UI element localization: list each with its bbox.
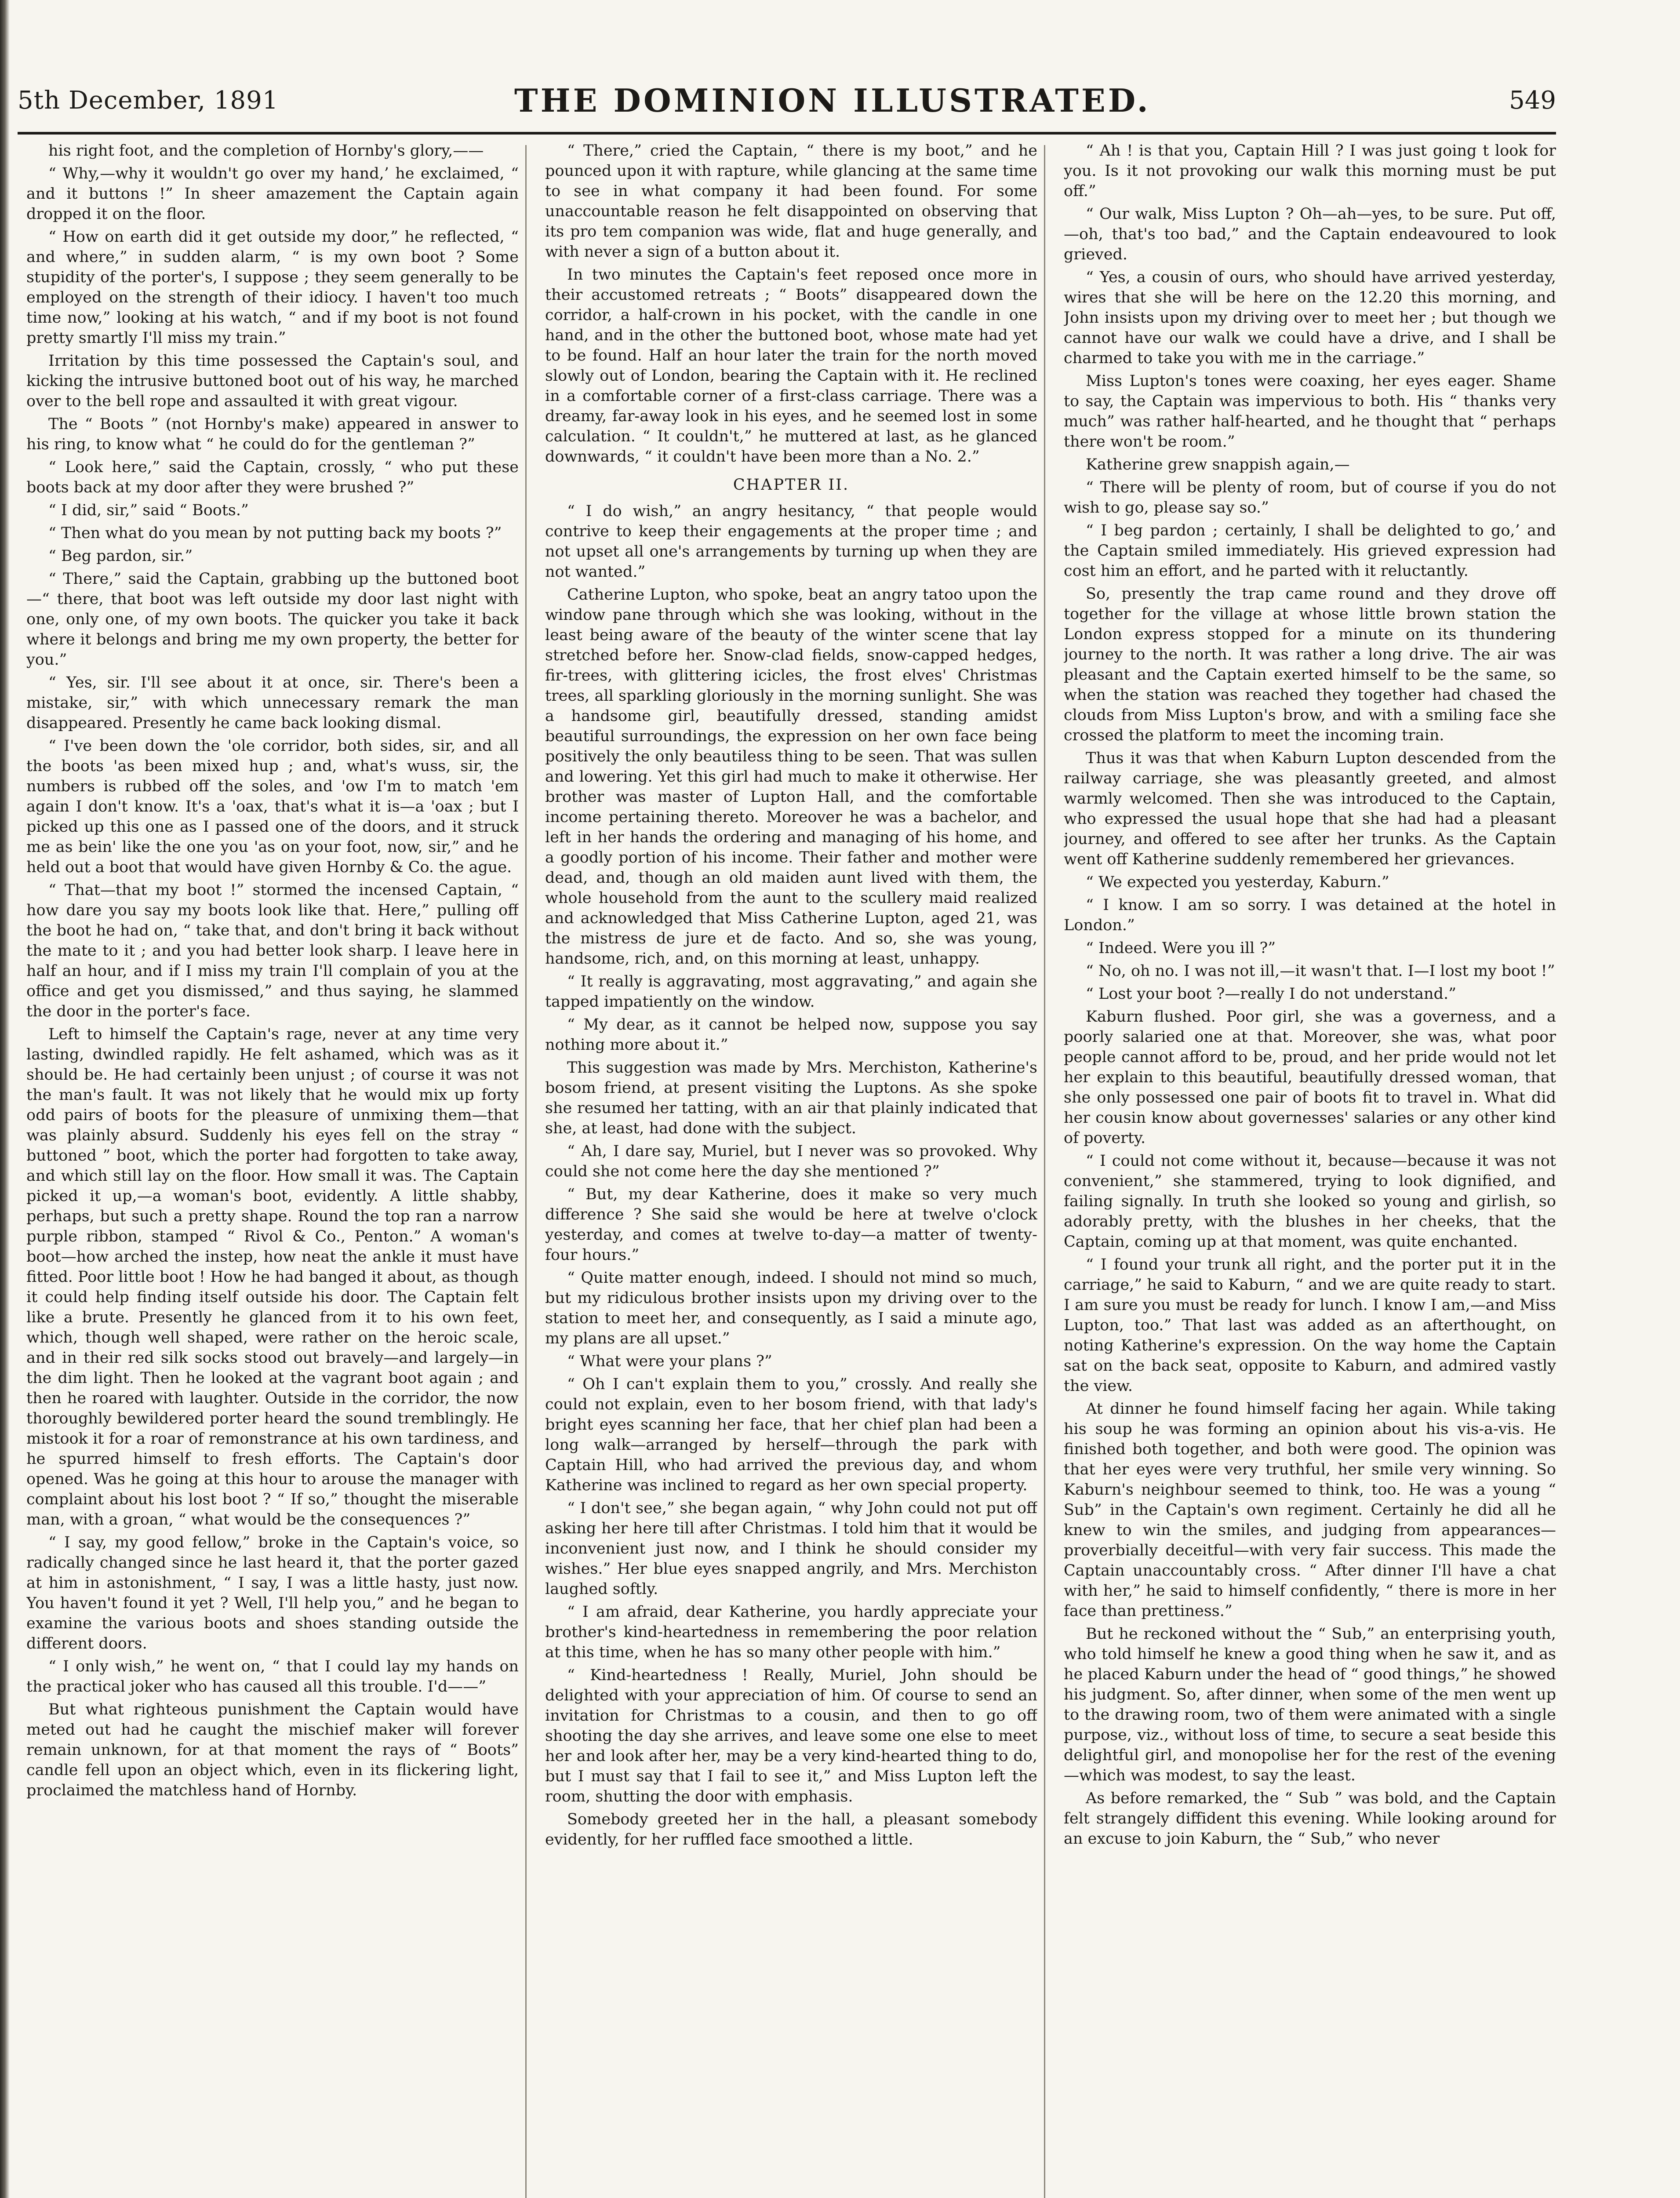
article-paragraph: “ I say, my good fellow,” broke in the Captain's voice, so radically changed since he last heard it, that the porter gazed at him in astonishment, “ I say, I was a little hasty, just now. You haven't found it yet ? Well, I'll help you,” and he began to examine the various boots and shoes standing outside the different doors.: [26, 1534, 519, 1652]
article-paragraph: “ Beg pardon, sir.”: [48, 547, 193, 565]
article-paragraph: But he reckoned without the “ Sub,” an enterprising youth, who told himself he knew a good thing when he saw it, and as he placed Kaburn under the head of “ good things,” he showed his judgment. So, after dinner, when some of the men went up to the drawing room, two of them were animated with a single purpose, viz., without loss of time, to secure a seat beside this delightful girl, and monopolise her for the rest of the evening—which was modest, to say the least.: [1064, 1625, 1556, 1784]
article-paragraph: “ No, oh no. I was not ill,—it wasn't that. I—I lost my boot !”: [1086, 962, 1555, 980]
article-paragraph: “ There,” cried the Captain, “ there is my boot,” and he pounced upon it with rapture, while glancing at the same time to see in what company it had been found. For some unaccountable reason he felt disappointed on observing that its pro tem companion was wide, flat and huge generally, and with never a sign of a button about it.: [545, 142, 1037, 261]
article-paragraph: Left to himself the Captain's rage, never at any time very lasting, dwindled rapidly. He felt ashamed, which was as it should be. He had certainly been unjust ; of course it was not the man's fault. It was not likely that he would mix up forty odd pairs of boots for the pleasure of unmixing them—that was plainly absurd. Suddenly his eyes fell on the stray “ buttoned ” boot, which the porter had forgotten to take away, and which still lay on the floor. How small it was. The Captain picked it up,—a woman's boot, evidently. A little shabby, perhaps, but such a pretty shape. Round the top ran a narrow purple ribbon, stamped “ Rivol & Co., Penton.” A woman's boot—how arched the instep, how neat the ankle it must have fitted. Poor little boot ! How he had banged it about, as though it could help finding itself outside his door. The Captain felt like a brute. Presently he glanced from it to his own feet, which, though well shaped, were rather on the heroic scale, and in their red silk socks stood out bravely—and largely—in the dim light. Then he looked at the vagrant boot again ; and then he roared with laughter. Outside in the corridor, the now thoroughly bewildered porter heard the sound tremblingly. He mistook it for a roar of remonstrance at his own tardiness, and he spurred himself to fresh efforts. The Captain's door opened. Was he going at this hour to arouse the manager with complaint about his lost boot ? “ If so,” thought the miserable man, with a groan, “ what would be the consequences ?”: [26, 1026, 519, 1528]
article-paragraph: “ I found your trunk all right, and the porter put it in the carriage,” he said to Kaburn, “ and we are quite ready to start. I am sure you must be ready for lunch. I know I am,—and Miss Lupton, too.” That last was added as an afterthought, on noting Katherine's expression. On the way home the Captain sat on the back seat, opposite to Kaburn, and admired vastly the view.: [1064, 1256, 1556, 1395]
column-3-body: [1064, 141, 1556, 1849]
article-paragraph: Somebody greeted her in the hall, a pleasant somebody evidently, for her ruffled face smoothed a little.: [545, 1811, 1037, 1849]
article-paragraph: “ Our walk, Miss Lupton ? Oh—ah—yes, to be sure. Put off,—oh, that's too bad,” and the Captain endeavoured to look grieved.: [1064, 205, 1556, 263]
article-paragraph: Catherine Lupton, who spoke, beat an angry tatoo upon the window pane through which she was looking, without in the least being aware of the beauty of the winter scene that lay stretched before her. Snow-clad fields, snow-capped hedges, fir-trees, with glittering icicles, the frost elves' Christmas trees, all sparkling gloriously in the morning sunlight. She was a handsome girl, beautifully dressed, standing amidst beautiful surroundings, the expression on her own face being positively the only beautiless thing to be seen. That was sullen and lowering. Yet this girl had much to make it otherwise. Her brother was master of Lupton Hall, and the comfortable income pertaining thereto. Moreover he was a bachelor, and left in her hands the ordering and managing of his home, and a goodly portion of his income. Their father and mother were dead, and, though an old maiden aunt lived with them, the whole household from the aunt to the scullery maid realized and acknowledged that Miss Catherine Lupton, aged 21, was the mistress de jure et de facto. And so, she was young, handsome, rich, and, on this morning at least, unhappy.: [545, 586, 1037, 968]
article-paragraph: “ It really is aggravating, most aggravating,” and again she tapped impatiently on the window.: [545, 973, 1037, 1011]
article-paragraph: “ Yes, a cousin of ours, who should have arrived yesterday, wires that she will be here on the 12.20 this morning, and John insists upon my driving over to meet her ; but though we cannot have our walk we could have a drive, and I shall be charmed to take you with me in the carriage.”: [1064, 269, 1556, 367]
article-paragraph: “ I know. I am so sorry. I was detained at the hotel in London.”: [1064, 896, 1556, 934]
column-2-body: [545, 141, 1037, 467]
article-paragraph: “ I've been down the 'ole corridor, both sides, sir, and all the boots 'as been mixed hup ; and, what's wuss, sir, the numbers is rubbed off the soles, and 'ow I'm to match 'em again I don't know. It's a 'oax, that's what it is—a 'oax ; but I picked up this one as I passed one of the doors, and it struck me as bein' like the one you 'as on your foot, now, sir,” and he held out a boot that would have given Hornby & Co. the ague.: [26, 737, 519, 876]
column-2: [545, 141, 1037, 2198]
article-paragraph: This suggestion was made by Mrs. Merchiston, Katherine's bosom friend, at present visiting the Luptons. As she spoke she resumed her tatting, with an air that plainly indicated that she, at least, had done with the subject.: [545, 1059, 1037, 1137]
column-1: [26, 141, 519, 2198]
article-paragraph: “ Ah, I dare say, Muriel, but I never was so provoked. Why could she not come here the day she mentioned ?”: [545, 1143, 1037, 1180]
article-paragraph: Miss Lupton's tones were coaxing, her eyes eager. Shame to say, the Captain was impervious to both. His “ thanks very much” was rather half-hearted, and he thought that “ perhaps there won't be room.”: [1064, 372, 1556, 451]
article-paragraph: “ I did, sir,” said “ Boots.”: [48, 502, 249, 519]
article-paragraph: “ Indeed. Were you ill ?”: [1086, 939, 1276, 957]
article-paragraph: “ I could not come without it, because—because it was not convenient,” she stammered, trying to look dignified, and failing signally. In truth she looked so young and girlish, so adorably pretty, with the blushes in her cheeks, that the Captain, coming up at that moment, was quite enchanted.: [1064, 1152, 1556, 1251]
publication-title: THE DOMINION ILLUSTRATED.: [514, 82, 1151, 119]
article-paragraph: “ There,” said the Captain, grabbing up the buttoned boot—“ there, that boot was left outside my door last night with one, only one, of my own boots. The quicker you take it back where it belongs and bring me my own property, the better for you.”: [26, 570, 519, 669]
article-paragraph: Katherine grew snappish again,—: [1086, 456, 1350, 473]
article-paragraph: “ But, my dear Katherine, does it make so very much difference ? She said she would be here at twelve o'clock yesterday, and comes at twelve to-day—a matter of twenty-four hours.”: [545, 1186, 1037, 1264]
column-3: [1064, 141, 1556, 2198]
column-1-body: [26, 141, 519, 1801]
article-paragraph: The “ Boots ” (not Hornby's make) appeared in answer to his ring, to know what “ he could do for the gentleman ?”: [26, 415, 519, 453]
article-paragraph: “ Why,—why it wouldn't go over my hand,’ he exclaimed, “ and it buttons !” In sheer amazement the Captain again dropped it on the floor.: [26, 165, 519, 223]
article-paragraph: “ Kind-heartedness ! Really, Muriel, John should be delighted with your appreciation of him. Of course to send an invitation for Christmas to a cousin, and then to go off shooting the day she arrives, and leave some one else to meet her and look after her, may be a very kind-hearted thing to do, but I must say that I fail to see it,” and Miss Lupton left the room, shutting the door with emphasis.: [545, 1667, 1037, 1805]
article-paragraph: “ What were your plans ?”: [567, 1353, 772, 1370]
article-paragraph: Thus it was that when Kaburn Lupton descended from the railway carriage, she was pleasantly greeted, and almost warmly welcomed. Then she was introduced to the Captain, who expressed the usual hope that she had had a pleasant journey, and offered to see after her trunks. As the Captain went off Katherine suddenly remembered her grievances.: [1064, 750, 1556, 868]
article-paragraph: “ I do wish,” an angry hesitancy, “ that people would contrive to keep their engagements at the proper time ; and not upset all one's arrangements by turning up when they are not wanted.”: [545, 502, 1037, 581]
page-binding-shadow: [0, 0, 10, 2198]
article-paragraph: Kaburn flushed. Poor girl, she was a governess, and a poorly salaried one at that. Moreover, she was, what poor people cannot afford to be, proud, and her pride would not let her explain to this beautiful, beautifully dressed woman, that she only possessed one pair of boots fit to travel in. What did her cousin know about governesses' salaries or any other kind of poverty.: [1064, 1008, 1556, 1147]
article-paragraph: “ I beg pardon ; certainly, I shall be delighted to go,’ and the Captain smiled immediately. His grieved expression had cost him an effort, and he parted with it reluctantly.: [1064, 522, 1556, 580]
article-paragraph: “ We expected you yesterday, Kaburn.”: [1086, 873, 1389, 891]
article-paragraph: “ Look here,” said the Captain, crossly, “ who put these boots back at my door after they were brushed ?”: [26, 459, 519, 496]
article-paragraph: “ My dear, as it cannot be helped now, suppose you say nothing more about it.”: [545, 1016, 1037, 1054]
article-paragraph: “ That—that my boot !” stormed the incensed Captain, “ how dare you say my boots look like that. Here,” pulling off the boot he had on, “ take that, and don't bring it back without the mate to it ; and you had better look sharp. I leave here in half an hour, and if I miss my train I'll complain of you at the office and get you dismissed,” and thus saying, he slammed the door in the porter's face.: [26, 881, 519, 1020]
article-paragraph: “ There will be plenty of room, but of course if you do not wish to go, please say so.”: [1064, 479, 1556, 517]
article-paragraph: his right foot, and the completion of Hornby's glory,——: [48, 142, 484, 160]
issue-date: 5th December, 1891: [18, 86, 279, 115]
article-paragraph: “ Ah ! is that you, Captain Hill ? I was just going t look for you. Is it not provoking our walk this morning must be put off.”: [1064, 142, 1556, 200]
column-divider: [525, 145, 527, 2198]
article-paragraph: But what righteous punishment the Captain would have meted out had he caught the mischief maker will forever remain unknown, for at that moment the rays of “ Boots” candle fell upon an object which, even in its flickering light, proclaimed the matchless hand of Hornby.: [26, 1701, 519, 1799]
article-paragraph: “ I only wish,” he went on, “ that I could lay my hands on the practical joker who has caused all this trouble. I'd——”: [26, 1658, 519, 1696]
article-paragraph: “ Oh I can't explain them to you,” crossly. And really she could not explain, even to her bosom friend, with that lady's bright eyes scanning her face, that her chief plan had been a long walk—arranged by herself—through the park with Captain Hill, who had arrived the previous day, and whom Katherine was inclined to regard as her own special property.: [545, 1376, 1037, 1494]
article-paragraph: “ Then what do you mean by not putting back my boots ?”: [48, 524, 502, 542]
header-rule: [18, 132, 1556, 135]
chapter-heading: CHAPTER II.: [733, 476, 850, 494]
article-paragraph: In two minutes the Captain's feet reposed once more in their accustomed retreats ; “ Boots” disappeared down the corridor, a half-crown in his pocket, with the candle in one hand, and in the other the buttoned boot, whose mate had yet to be found. Half an hour later the train for the north moved slowly out of London, bearing the Captain with it. He reclined in a comfortable corner of a first-class carriage. There was a dreamy, far-away look in his eyes, and he seemed lost in some calculation. “ It couldn't,” he muttered at last, as he glanced downwards, “ it couldn't have been more than a No. 2.”: [545, 266, 1037, 466]
article-paragraph: “ I don't see,” she began again, “ why John could not put off asking her here till after Christmas. I told him that it would be inconvenient just now, and I think he should consider my wishes.” Her blue eyes snapped angrily, and Mrs. Merchiston laughed softly.: [545, 1499, 1037, 1598]
article-paragraph: Irritation by this time possessed the Captain's soul, and kicking the intrusive buttoned boot out of his way, he marched over to the bell rope and assaulted it with great vigour.: [26, 352, 519, 410]
article-paragraph: “ Yes, sir. I'll see about it at once, sir. There's been a mistake, sir,” with which unnecessary remark the man disappeared. Presently he came back looking dismal.: [26, 674, 519, 732]
article-paragraph: So, presently the trap came round and they drove off together for the village at whose little brown station the London express stopped for a minute on its thundering journey to the north. It was rather a long drive. The air was pleasant and the Captain exerted himself to be the same, so when the station was reached they together had chased the clouds from Miss Lupton's brow, and with a smiling face she crossed the platform to meet the incoming train.: [1064, 585, 1556, 744]
article-paragraph: “ Lost your boot ?—really I do not understand.”: [1086, 985, 1456, 1003]
article-paragraph: “ Quite matter enough, indeed. I should not mind so much, but my ridiculous brother insists upon my driving over to the station to meet her, and consequently, as I said a minute ago, my plans are all upset.”: [545, 1269, 1037, 1347]
article-paragraph: At dinner he found himself facing her again. While taking his soup he was forming an opinion about his vis-a-vis. He finished both together, and both were good. The opinion was that her eyes were very truthful, her smile very winning. So Kaburn's neighbour seemed to think, too. He was a young “ Sub” in the Captain's own regiment. Certainly he did all he knew to win the smiles, and judging from appearances—proverbially deceitful—with very fair success. This made the Captain unaccountably cross. “ After dinner I'll have a chat with her,” he said to himself confidently, “ there is more in her face than prettiness.”: [1064, 1400, 1556, 1620]
column-divider: [1044, 145, 1045, 2198]
article-paragraph: “ I am afraid, dear Katherine, you hardly appreciate your brother's kind-heartedness in remembering the poor relation at this time, when he has so many other people with him.”: [545, 1603, 1037, 1661]
page-number: 549: [1509, 86, 1556, 115]
article-paragraph: As before remarked, the “ Sub ” was bold, and the Captain felt strangely diffident this evening. While looking around for an excuse to join Kaburn, the “ Sub,” who never: [1064, 1790, 1556, 1848]
column-2-body-after: [545, 501, 1037, 1850]
page-header: [18, 77, 1556, 130]
article-paragraph: “ How on earth did it get outside my door,” he reflected, “ and where,” in sudden alarm, “ is my own boot ? Some stupidity of the porter's, I suppose ; they seem generally to be employed on the strength of their idiocy. I haven't too much time now,” looking at his watch, “ and if my boot is not found pretty smartly I'll miss my train.”: [26, 228, 519, 347]
